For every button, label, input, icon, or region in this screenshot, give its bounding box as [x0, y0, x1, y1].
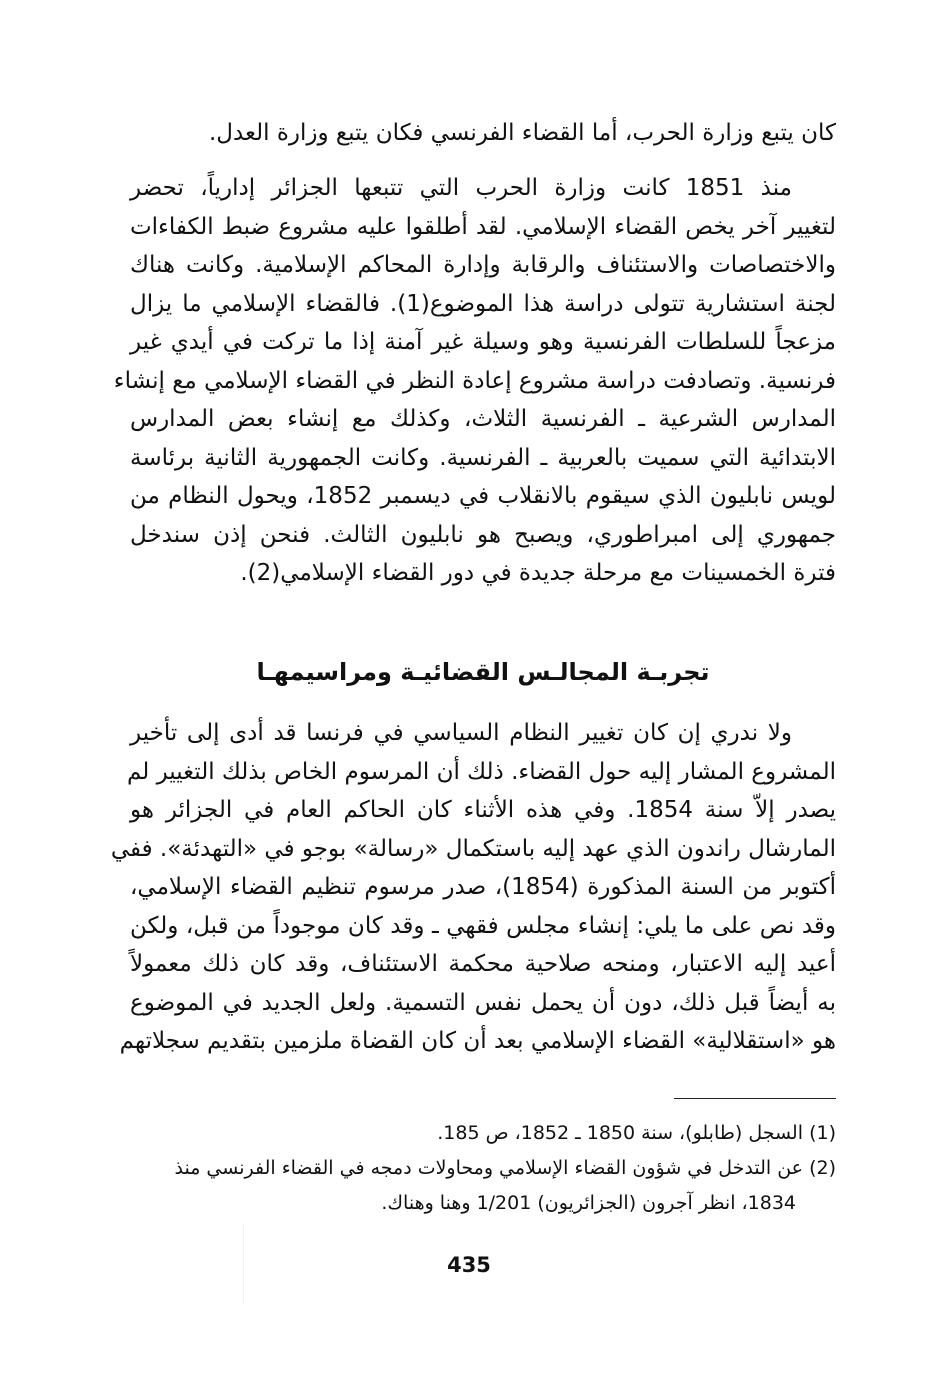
footnote-1 [130, 1116, 836, 1151]
page-number: 435 [447, 1253, 491, 1277]
text-line: كان يتبع وزارة الحرب، أما القضاء الفرنسي فكان يتبع وزارة العدل. [208, 120, 836, 146]
paragraph-3 [110, 714, 836, 1061]
text-line: فترة الخمسينات مع مرحلة جديدة في دور القضاء الإسلامي(2). [240, 560, 836, 586]
paragraph-2 [113, 169, 836, 593]
text-line: جمهوري إلى امبراطوري، ويصبح هو نابليون الثالث. فنحن إذن سندخل [130, 521, 836, 548]
paragraph-1 [130, 114, 836, 153]
footnote-text: عن التدخل في شؤون القضاء الإسلامي ومحاولات دمجه في القضاء الفرنسي منذ [174, 1157, 804, 1179]
footnote-text: السجل (طابلو)، سنة 1850 ـ 1852، ص 185. [437, 1122, 804, 1144]
text-line: المدارس الشرعية ـ الفرنسية الثلاث، وكذلك مع إنشاء بعض المدارس [130, 406, 836, 432]
text-line: والاختصاصات والاستئناف والرقابة وإدارة المحاكم الإسلامية. وكانت هناك [130, 252, 836, 278]
footnotes [130, 1116, 836, 1221]
footnote-divider [674, 1098, 836, 1099]
text-line: فرنسية. وتصادفت دراسة مشروع إعادة النظر في القضاء الإسلامي مع إنشاء [113, 367, 836, 394]
text-line: المشروع المشار إليه حول القضاء. ذلك أن المرسوم الخاص بذلك التغيير لم [126, 758, 836, 785]
section-heading: تجربـة المجالـس القضائيـة ومراسيمهـا [256, 658, 710, 686]
footnote-number: (2) [809, 1157, 836, 1179]
footnote-text: 1834، انظر آجرون (الجزائريون) 1/201 وهنا وهناك. [381, 1192, 796, 1214]
text-line: لويس نابليون الذي سيقوم بالانقلاب في ديسمبر 1852، ويحول النظام من [130, 483, 836, 509]
text-line: يصدر إلاّ سنة 1854. وفي هذه الأثناء كان الحاكم العام في الجزائر هو [130, 797, 836, 823]
scan-fold-mark [243, 1224, 244, 1304]
text-line: لتغيير آخر يخص القضاء الإسلامي. لقد أطلقوا عليه مشروع ضبط الكفاءات [130, 213, 836, 240]
text-line: مزعجاً للسلطات الفرنسية وهو وسيلة غير آمنة إذا ما تركت في أيدي غير [130, 329, 836, 355]
text-line: ولا ندري إن كان تغيير النظام السياسي في فرنسا قد أدى إلى تأخير [130, 720, 792, 746]
text-line: الابتدائية التي سميت بالعربية ـ الفرنسية. وكانت الجمهورية الثانية برئاسة [130, 444, 836, 471]
text-line: لجنة استشارية تتولى دراسة هذا الموضوع(1). فالقضاء الإسلامي ما يزال [130, 290, 836, 317]
text-line: أعيد إليه الاعتبار، ومنحه صلاحية محكمة الاستئناف، وقد كان ذلك معمولاً [130, 951, 836, 977]
text-line: به أيضاً قبل ذلك، دون أن يحمل نفس التسمية. ولعل الجديد في الموضوع [130, 989, 836, 1016]
text-line: وقد نص على ما يلي: إنشاء مجلس فقهي ـ وقد كان موجوداً من قبل، ولكن [130, 912, 836, 939]
text-line: المارشال راندون الذي عهد إليه باستكمال «رسالة» بوجو في «التهدئة». ففي [110, 835, 836, 862]
text-line: هو «استقلالية» القضاء الإسلامي بعد أن كان القضاة ملزمين بتقديم سجلاتهم [119, 1028, 836, 1054]
text-line: أكتوبر من السنة المذكورة (1854)، صدر مرسوم تنظيم القضاء الإسلامي، [130, 874, 836, 900]
footnote-2 [130, 1151, 836, 1186]
text-line: منذ 1851 كانت وزارة الحرب التي تتبعها الجزائر إدارياً، تحضر [130, 175, 792, 201]
footnote-number: (1) [809, 1122, 836, 1144]
